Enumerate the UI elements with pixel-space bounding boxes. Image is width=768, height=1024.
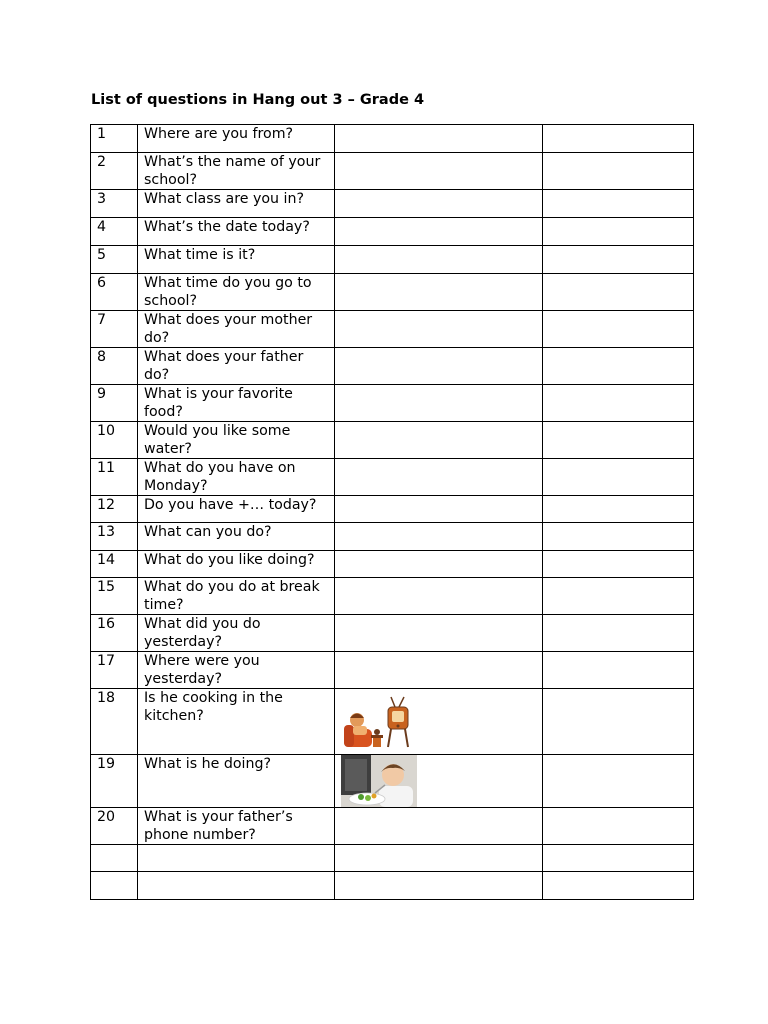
row-number: 17 [91, 652, 138, 689]
row-number: 11 [91, 459, 138, 496]
answer-cell [335, 551, 543, 578]
table-row [91, 496, 694, 523]
question-text: What do you like doing? [138, 551, 335, 578]
table-row [91, 274, 694, 311]
row-number: 15 [91, 578, 138, 615]
row-number [91, 845, 138, 872]
question-text [138, 845, 335, 872]
answer-cell [335, 459, 543, 496]
row-number: 16 [91, 615, 138, 652]
answer-cell [335, 246, 543, 274]
row-number: 8 [91, 348, 138, 385]
notes-cell [543, 615, 694, 652]
notes-cell [543, 689, 694, 755]
questions-table [90, 124, 694, 900]
table-row [91, 190, 694, 218]
question-text: What class are you in? [138, 190, 335, 218]
notes-cell [543, 246, 694, 274]
answer-cell [335, 385, 543, 422]
question-text: Where are you from? [138, 125, 335, 153]
row-number: 5 [91, 246, 138, 274]
question-text: What do you have on Monday? [138, 459, 335, 496]
notes-cell [543, 190, 694, 218]
table-row [91, 872, 694, 900]
row-number: 1 [91, 125, 138, 153]
table-row [91, 311, 694, 348]
row-number: 19 [91, 755, 138, 808]
row-number: 13 [91, 523, 138, 551]
answer-cell [335, 218, 543, 246]
notes-cell [543, 872, 694, 900]
question-text: Where were you yesterday? [138, 652, 335, 689]
row-number: 12 [91, 496, 138, 523]
image-cell [335, 689, 543, 755]
notes-cell [543, 755, 694, 808]
question-text: What can you do? [138, 523, 335, 551]
boy-eating-image [341, 755, 417, 807]
answer-cell [335, 845, 543, 872]
question-text: What is your father’s phone number? [138, 808, 335, 845]
table-row [91, 459, 694, 496]
row-number [91, 872, 138, 900]
question-text: What’s the date today? [138, 218, 335, 246]
question-text: What do you do at break time? [138, 578, 335, 615]
table-row [91, 615, 694, 652]
row-number: 2 [91, 153, 138, 190]
answer-cell [335, 274, 543, 311]
answer-cell [335, 523, 543, 551]
notes-cell [543, 808, 694, 845]
table-row [91, 523, 694, 551]
question-text: What is your favorite food? [138, 385, 335, 422]
table-row [91, 652, 694, 689]
table-row [91, 422, 694, 459]
answer-cell [335, 348, 543, 385]
notes-cell [543, 125, 694, 153]
notes-cell [543, 311, 694, 348]
notes-cell [543, 523, 694, 551]
question-text: What does your father do? [138, 348, 335, 385]
table-row [91, 845, 694, 872]
row-number: 7 [91, 311, 138, 348]
answer-cell [335, 311, 543, 348]
notes-cell [543, 652, 694, 689]
row-number: 9 [91, 385, 138, 422]
answer-cell [335, 578, 543, 615]
notes-cell [543, 496, 694, 523]
answer-cell [335, 652, 543, 689]
question-text: Do you have +… today? [138, 496, 335, 523]
answer-cell [335, 422, 543, 459]
image-cell [335, 755, 543, 808]
notes-cell [543, 348, 694, 385]
table-row [91, 125, 694, 153]
answer-cell [335, 190, 543, 218]
question-text: What is he doing? [138, 755, 335, 808]
notes-cell [543, 274, 694, 311]
answer-cell [335, 615, 543, 652]
row-number: 14 [91, 551, 138, 578]
question-text: Would you like some water? [138, 422, 335, 459]
notes-cell [543, 385, 694, 422]
notes-cell [543, 578, 694, 615]
notes-cell [543, 845, 694, 872]
notes-cell [543, 551, 694, 578]
question-text: What does your mother do? [138, 311, 335, 348]
man-watching-tv-image [341, 689, 421, 753]
answer-cell [335, 125, 543, 153]
table-row [91, 551, 694, 578]
row-number: 18 [91, 689, 138, 755]
row-number: 4 [91, 218, 138, 246]
question-text [138, 872, 335, 900]
row-number: 20 [91, 808, 138, 845]
table-row [91, 246, 694, 274]
question-text: What’s the name of your school? [138, 153, 335, 190]
notes-cell [543, 218, 694, 246]
question-text: What time is it? [138, 246, 335, 274]
notes-cell [543, 422, 694, 459]
notes-cell [543, 459, 694, 496]
table-row [91, 689, 694, 755]
question-text: Is he cooking in the kitchen? [138, 689, 335, 755]
table-row [91, 578, 694, 615]
row-number: 3 [91, 190, 138, 218]
answer-cell [335, 808, 543, 845]
answer-cell [335, 153, 543, 190]
question-text: What did you do yesterday? [138, 615, 335, 652]
row-number: 6 [91, 274, 138, 311]
answer-cell [335, 496, 543, 523]
notes-cell [543, 153, 694, 190]
row-number: 10 [91, 422, 138, 459]
answer-cell [335, 872, 543, 900]
table-row [91, 218, 694, 246]
table-row [91, 385, 694, 422]
table-row [91, 348, 694, 385]
table-row [91, 153, 694, 190]
table-row [91, 755, 694, 808]
question-text: What time do you go to school? [138, 274, 335, 311]
table-row [91, 808, 694, 845]
document-title: List of questions in Hang out 3 – Grade 4 [91, 92, 425, 108]
